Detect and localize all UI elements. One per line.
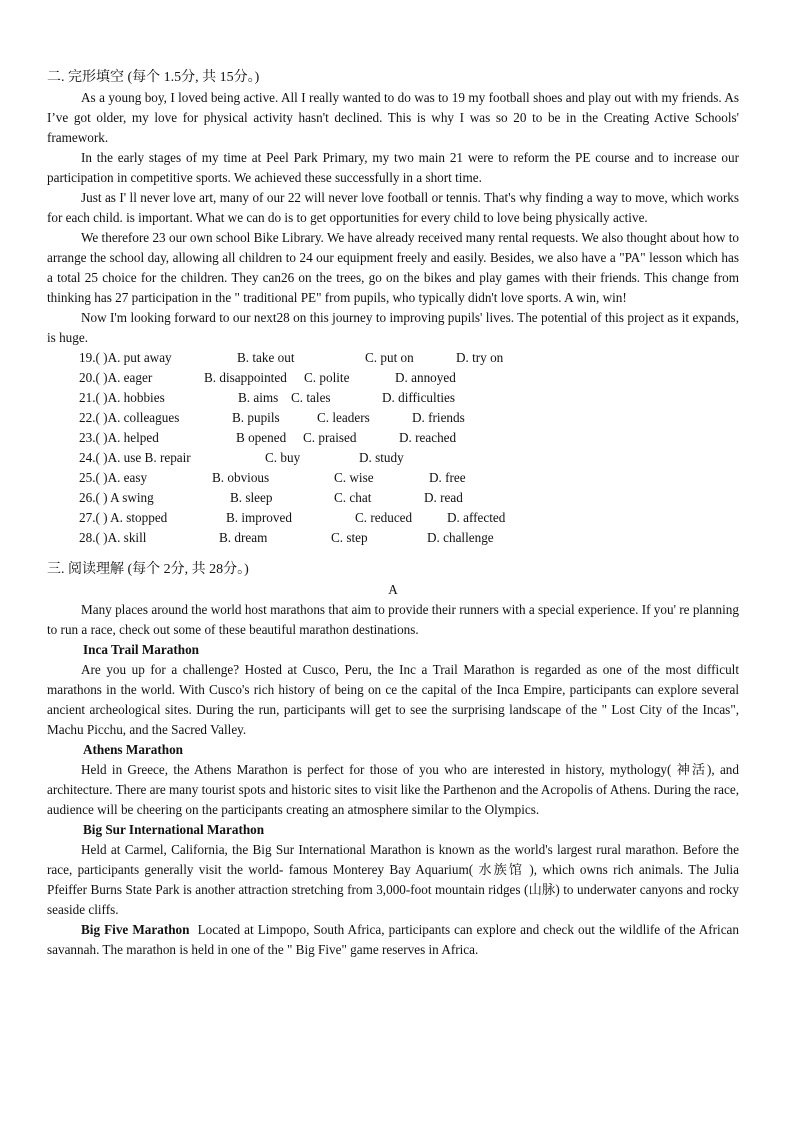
question-row bbox=[79, 348, 739, 368]
passage-label: A bbox=[388, 582, 398, 597]
question-option-d: D. reached bbox=[399, 430, 457, 445]
question-option-c: C. wise bbox=[334, 470, 374, 485]
question-row bbox=[79, 508, 739, 528]
question-option-a: 22.( )A. colleagues bbox=[79, 410, 180, 425]
question-option-d: D. friends bbox=[412, 410, 465, 425]
question-option-a: 19.( )A. put away bbox=[79, 350, 172, 365]
question-option-d: D. read bbox=[424, 490, 463, 505]
question-option-b: B opened bbox=[236, 430, 287, 445]
cloze-paragraph-2: In the early stages of my time at Peel Park Primary, my two main 21 were to reform the PE course and to increase our participation in competitive sports. We achieved these successfully in a short time. bbox=[47, 150, 739, 185]
question-option-b: B. disappointed bbox=[204, 370, 287, 385]
cloze-paragraph-4: We therefore 23 our own school Bike Library. We have already received many rental requests. We also thought about how to arrange the school day, allowing all children to 24 our equipment freely and easily. Besides, we also have a "PA" lesson which has a total 25 choice for the children. They can26 on the trees, go on the bikes and play games with their friends. This change from thinking has 27 participation in the " traditional PE" from pupils, who typically didn't love sports. A win, win! bbox=[47, 230, 739, 305]
question-option-d: D. affected bbox=[447, 510, 506, 525]
question-option-d: D. free bbox=[429, 470, 466, 485]
section-heading-inca: Inca Trail Marathon bbox=[83, 642, 200, 657]
question-option-c: C. polite bbox=[304, 370, 350, 385]
question-option-d: D. study bbox=[359, 450, 404, 465]
section-heading-big-five: Big Five Marathon bbox=[81, 922, 190, 937]
question-option-b: B. pupils bbox=[232, 410, 280, 425]
question-option-c: C. chat bbox=[334, 490, 372, 505]
cloze-question-list bbox=[47, 348, 739, 548]
question-option-a: 21.( )A. hobbies bbox=[79, 390, 165, 405]
question-option-c: C. leaders bbox=[317, 410, 370, 425]
cloze-paragraph-5: Now I'm looking forward to our next28 on this journey to improving pupils' lives. The potential of this project as it expands, is huge. bbox=[47, 310, 739, 345]
reading-section-title: 三. 阅读理解 (每个 2分, 共 28分。) bbox=[47, 562, 249, 577]
question-option-a: 28.( )A. skill bbox=[79, 530, 147, 545]
section-heading-athens: Athens Marathon bbox=[83, 742, 184, 757]
question-option-c: C. put on bbox=[365, 350, 414, 365]
question-option-a: 26.( ) A swing bbox=[79, 490, 154, 505]
question-option-d: D. annoyed bbox=[395, 370, 456, 385]
question-row bbox=[79, 468, 739, 488]
question-option-c: C. step bbox=[331, 530, 368, 545]
section-text-athens: Held in Greece, the Athens Marathon is perfect for those of you who are interested in history, mythology( 神活), and architecture. There are many tourist spots and historic sites to visit like the Parthenon and the Acropolis of Athens. During the race, audience will be cheering on the participants creating an atmosphere similar to the Olympics. bbox=[47, 762, 739, 817]
question-option-c: C. tales bbox=[291, 390, 331, 405]
question-option-a: 23.( )A. helped bbox=[79, 430, 159, 445]
cloze-paragraph-1: As a young boy, I loved being active. All I really wanted to do was to 19 my football shoes and play out with my friends. As I’ve got older, my love for physical activity hasn't declined. This is why I was so 20 to be in the Creating Active Schools' framework. bbox=[47, 90, 739, 145]
question-option-d: D. try on bbox=[456, 350, 504, 365]
question-row bbox=[79, 408, 739, 428]
question-row bbox=[79, 528, 739, 548]
question-option-b: B. take out bbox=[237, 350, 295, 365]
section-text-inca: Are you up for a challenge? Hosted at Cusco, Peru, the Inc a Trail Marathon is regarded as one of the most difficult marathons in the world. With Cusco's rich history of being on ce the capital of the Inca Empire, participants can explore several ancient archeological sites. During the run, participants will get to see the surprising landscape of the " Lost City of the Incas", Machu Picchu, and the Sacred Valley. bbox=[47, 662, 739, 737]
section-text-big-sur: Held at Carmel, California, the Big Sur International Marathon is known as the world's largest rural marathon. Before the race, participants generally visit the world- famous Monterey Bay Aquarium( 水族馆 ), which owns rich animals. The Julia Pfeiffer Burns State Park is another attraction stretching from 3,000-foot mountain ridges (山脉) to underwater canyons and rocky seaside cliffs. bbox=[47, 842, 739, 917]
section-text-big-five: Located at Limpopo, South Africa, participants can explore and check out the wildlife of the African savannah. The marathon is held in one of the " Big Five" game reserves in Africa. bbox=[47, 922, 739, 957]
question-option-a: 20.( )A. eager bbox=[79, 370, 153, 385]
section-heading-big-sur: Big Sur International Marathon bbox=[83, 822, 265, 837]
question-option-b: B. sleep bbox=[230, 490, 273, 505]
reading-intro: Many places around the world host marathons that aim to provide their runners with a special experience. If you' re planning to run a race, check out some of these beautiful marathon destinations. bbox=[47, 602, 739, 637]
question-row bbox=[79, 388, 739, 408]
cloze-section-title: 二. 完形填空 (每个 1.5分, 共 15分。) bbox=[47, 70, 260, 85]
cloze-paragraph-3: Just as I' ll never love art, many of our 22 will never love football or tennis. That's why finding a way to move, which works for each child. is important. What we can do is to get opportunities for every child to love being physically active. bbox=[47, 190, 739, 225]
question-option-c: C. praised bbox=[303, 430, 357, 445]
question-option-b: B. obvious bbox=[212, 470, 270, 485]
question-option-a: 27.( ) A. stopped bbox=[79, 510, 168, 525]
question-option-c: C. buy bbox=[265, 450, 301, 465]
question-option-c: C. reduced bbox=[355, 510, 413, 525]
document-page bbox=[47, 68, 739, 960]
question-option-a: 25.( )A. easy bbox=[79, 470, 148, 485]
question-option-b: B. dream bbox=[219, 530, 268, 545]
question-option-a: 24.( )A. use B. repair bbox=[79, 450, 191, 465]
section-big-five bbox=[47, 920, 739, 960]
question-row bbox=[79, 428, 739, 448]
question-row bbox=[79, 488, 739, 508]
question-row bbox=[79, 368, 739, 388]
question-option-b: B. improved bbox=[226, 510, 292, 525]
question-option-d: D. challenge bbox=[427, 530, 494, 545]
question-option-b: B. aims bbox=[238, 390, 279, 405]
question-option-d: D. difficulties bbox=[382, 390, 456, 405]
question-row bbox=[79, 448, 739, 468]
